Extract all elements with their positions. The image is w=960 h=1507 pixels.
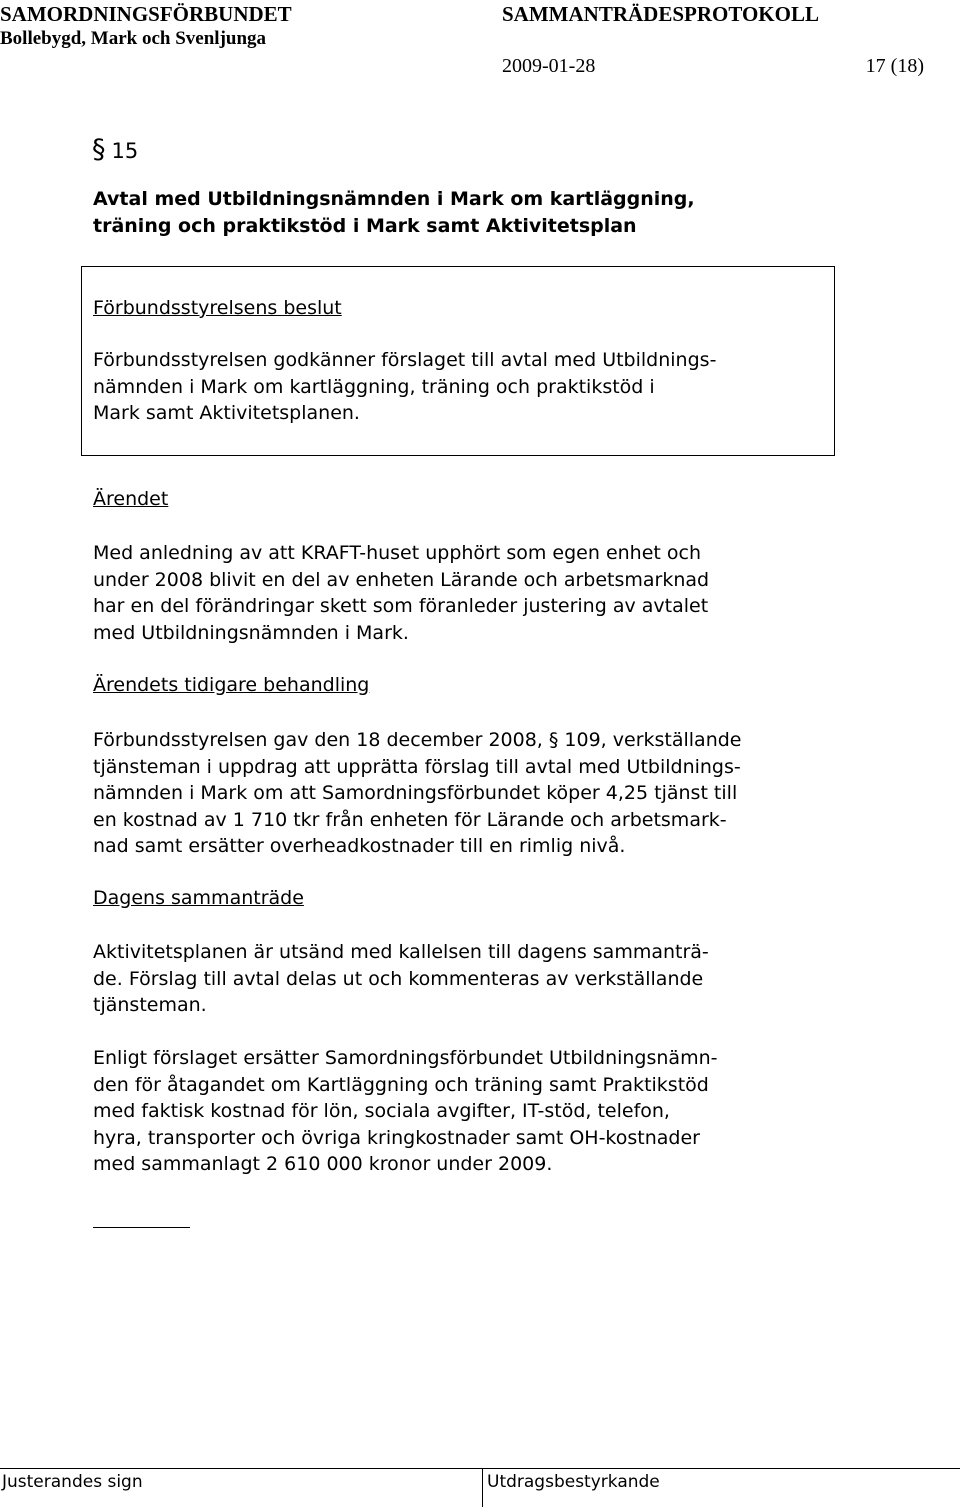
meeting-paragraph-2 [93,1045,717,1178]
end-of-section-line [93,1227,190,1228]
text-line: har en del förändringar skett som föranleder justering av avtalet [93,595,709,617]
text-line: Med anledning av att KRAFT-huset upphört som egen enhet och [93,542,702,564]
decision-text [93,347,716,427]
text-line: Mark samt Aktivitetsplanen. [93,402,360,424]
paragraph-number [92,134,138,165]
text-line: tjänsteman i uppdrag att upprätta förslag till avtal med Utbildnings- [93,755,741,778]
meeting-date: 2009-01-28 [502,55,596,77]
text-line: nad samt ersätter overheadkostnader till en rimlig nivå. [93,835,626,857]
matter-heading: Ärendet [93,488,169,510]
text-line: de. Förslag till avtal delas ut och kommenteras av verkställande [93,967,704,990]
adjuster-signature-label: Justerandes sign [2,1472,143,1492]
meeting-heading: Dagens sammanträde [93,887,304,909]
extract-certification-label: Utdragsbestyrkande [487,1472,660,1492]
text-line: Aktivitetsplanen är utsänd med kallelsen till dagens sammanträ- [93,941,709,963]
title-line: Avtal med Utbildningsnämnden i Mark om kartläggning, [93,188,695,210]
municipalities: Bollebygd, Mark och Svenljunga [0,28,267,49]
organization-name: SAMORDNINGSFÖRBUNDET [0,2,292,26]
previous-handling-text [93,727,742,860]
agenda-item-title [93,186,695,240]
text-line: Förbundsstyrelsen gav den 18 december 2008, § 109, verkställande [93,729,742,751]
text-line: med faktisk kostnad för lön, sociala avgifter, IT-stöd, telefon, [93,1100,670,1122]
text-line: den för åtagandet om Kartläggning och träning samt Praktikstöd [93,1073,709,1096]
text-line: nämnden i Mark om kartläggning, träning och praktikstöd i [93,375,655,398]
text-line: nämnden i Mark om att Samordningsförbundet köper 4,25 tjänst till [93,782,738,804]
text-line: Enligt förslaget ersätter Samordningsförbundet Utbildningsnämn- [93,1047,718,1069]
text-line: med sammanlagt 2 610 000 kronor under 2009. [93,1153,553,1175]
text-line: under 2008 blivit en del av enheten Lärande och arbetsmarknad [93,568,710,591]
meeting-paragraph-1 [93,939,709,1019]
previous-handling-heading: Ärendets tidigare behandling [93,674,370,696]
text-line: en kostnad av 1 710 tkr från enheten för Lärande och arbetsmark- [93,808,727,831]
decision-heading: Förbundsstyrelsens beslut [93,297,342,319]
footer-rule [0,1468,960,1469]
page-number: 17 (18) [865,55,924,77]
text-line: med Utbildningsnämnden i Mark. [93,621,409,644]
footer-divider [482,1468,483,1507]
section-symbol: § [92,134,106,165]
text-line: hyra, transporter och övriga kringkostnader samt OH-kostnader [93,1126,700,1149]
matter-text [93,540,709,646]
text-line: Förbundsstyrelsen godkänner förslaget till avtal med Utbildnings- [93,349,717,371]
title-line: träning och praktikstöd i Mark samt Aktivitetsplan [93,215,637,237]
text-line: tjänsteman. [93,994,207,1016]
document-type: SAMMANTRÄDESPROTOKOLL [502,2,819,26]
section-number: 15 [111,139,139,163]
